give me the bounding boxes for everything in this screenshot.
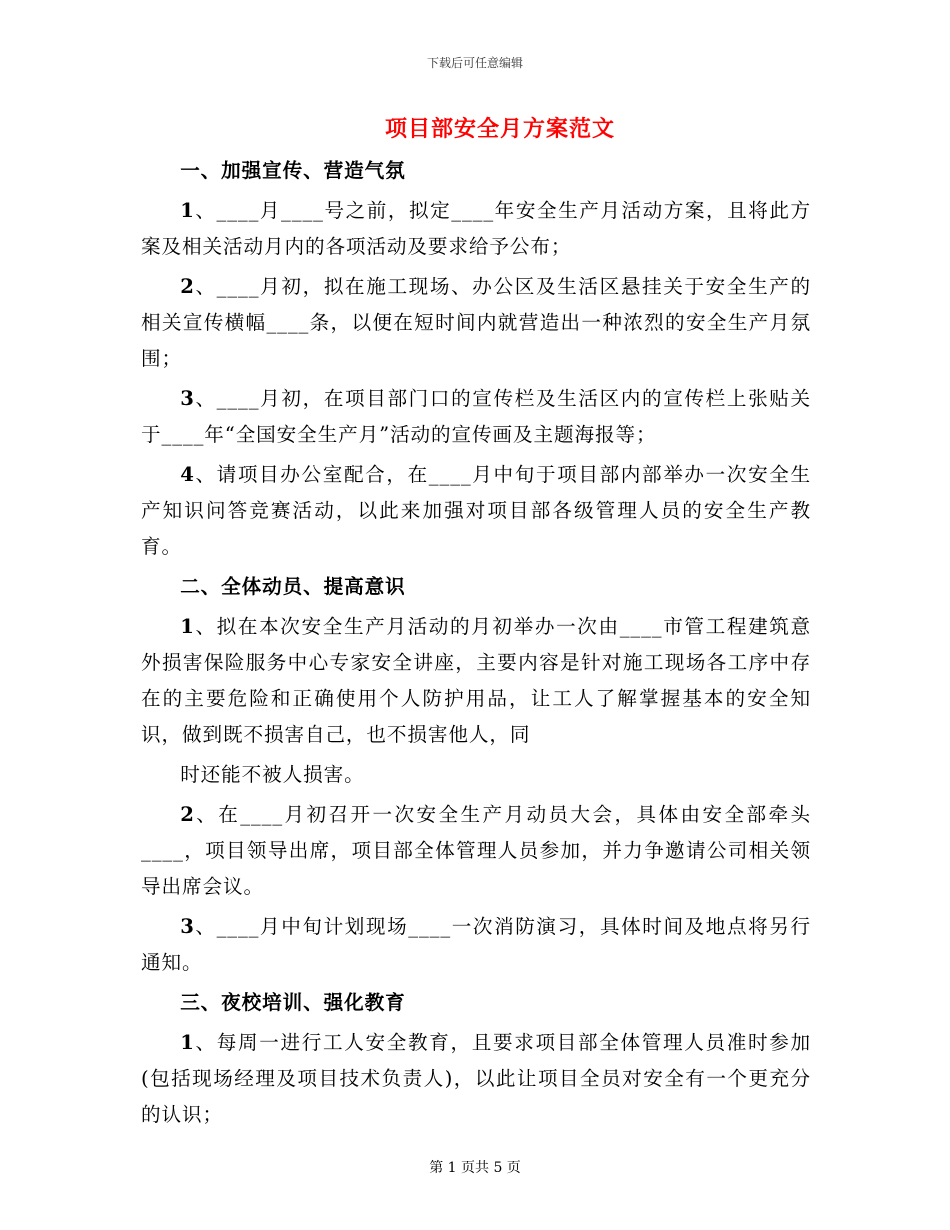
paragraph bbox=[141, 797, 811, 905]
paragraph bbox=[141, 1025, 811, 1133]
document-title: 项目部安全月方案范文 bbox=[384, 116, 615, 142]
section-heading-2: 二、全体动员、提高意识 bbox=[180, 575, 406, 598]
header-note: 下载后可任意编辑 bbox=[426, 56, 523, 70]
item-number: 1 bbox=[180, 615, 195, 638]
paragraph-text: 、____月初，在项目部门口的宣传栏及生活区内的宣传栏上张贴关于____年“全国安全生产月”活动的宣传画及主题海报等； bbox=[141, 387, 811, 446]
paragraph-text: 、每周一进行工人安全教育，且要求项目部全体管理人员准时参加(包括现场经理及项目技术负责人)，以此让项目全员对安全有一个更充分的认识； bbox=[141, 1031, 811, 1126]
paragraph bbox=[141, 609, 811, 753]
paragraph-text: 、请项目办公室配合，在____月中旬于项目部内部举办一次安全生产知识问答竞赛活动，以此来加强对项目部各级管理人员的安全生产教育。 bbox=[141, 463, 811, 558]
item-number: 1 bbox=[180, 1031, 195, 1054]
document-body bbox=[141, 153, 811, 1137]
item-number: 1 bbox=[180, 199, 195, 222]
item-number: 2 bbox=[180, 803, 195, 826]
paragraph bbox=[141, 909, 811, 981]
paragraph-text: 、____月____号之前，拟定____年安全生产月活动方案，且将此方案及相关活动月内的各项活动及要求给予公布； bbox=[141, 199, 811, 258]
paragraph-continuation bbox=[141, 757, 811, 793]
paragraph bbox=[141, 269, 811, 377]
item-number: 2 bbox=[180, 275, 195, 298]
section-heading-1: 一、加强宣传、营造气氛 bbox=[180, 159, 406, 182]
paragraph bbox=[141, 193, 811, 265]
paragraph bbox=[141, 457, 811, 565]
paragraph-text: 、拟在本次安全生产月活动的月初举办一次由____市管工程建筑意外损害保险服务中心专家安全讲座，主要内容是针对施工现场各工序中存在的主要危险和正确使用个人防护用品，让工人了解掌握基本的安全知识，做到既不损害自己，也不损害他人，同 bbox=[141, 615, 811, 746]
paragraph-text: 时还能不被人损害。 bbox=[180, 763, 365, 786]
paragraph bbox=[141, 381, 811, 453]
paragraph-text: 、____月初，拟在施工现场、办公区及生活区悬挂关于安全生产的相关宣传横幅____条，以便在短时间内就营造出一种浓烈的安全生产月氛围； bbox=[141, 275, 811, 370]
item-number: 3 bbox=[180, 915, 195, 938]
item-number: 4 bbox=[180, 463, 195, 486]
item-number: 3 bbox=[180, 387, 195, 410]
paragraph-text: 、在____月初召开一次安全生产月动员大会，具体由安全部牵头____，项目领导出席，项目部全体管理人员参加，并力争邀请公司相关领导出席会议。 bbox=[141, 803, 811, 898]
page-number-footer: 第 1 页共 5 页 bbox=[429, 1160, 521, 1176]
section-heading-3: 三、夜校培训、强化教育 bbox=[180, 991, 406, 1014]
paragraph-text: 、____月中旬计划现场____一次消防演习，具体时间及地点将另行通知。 bbox=[141, 915, 811, 974]
